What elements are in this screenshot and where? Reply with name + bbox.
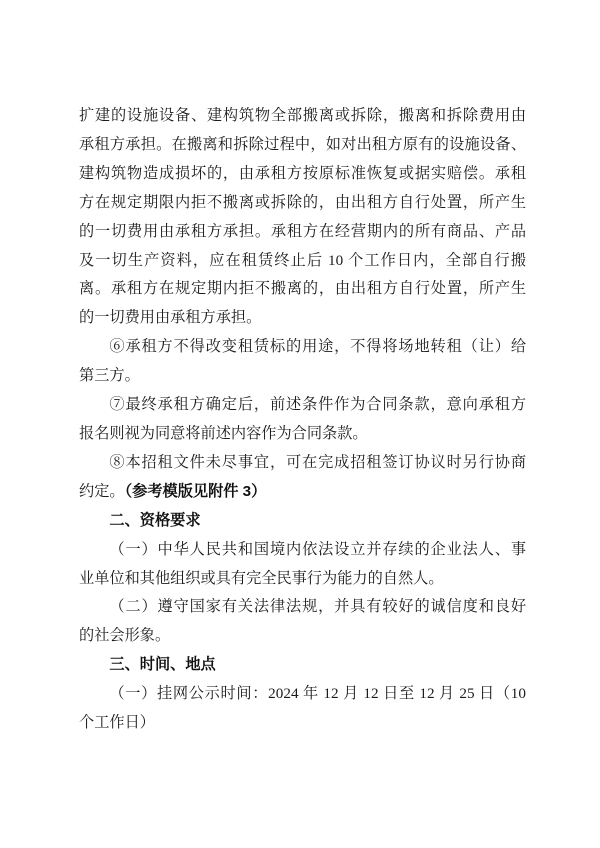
qualification-2-line: 的社会形象。 [79,627,171,645]
clause-8-line: ⑧本招租文件未尽事宜，可在完成招租签订协议时另行协商 [109,453,526,471]
time-1-line: （一）挂网公示时间：2024 年 12 月 12 日至 12 月 25 日（10 [109,685,526,703]
clause-6-line: ⑥承租方不得改变租赁标的用途，不得将场地转租（让）给 [109,338,526,356]
qualification-1-line: （一）中华人民共和国境内依法设立并存续的企业法人、事 [109,540,526,558]
document-text-block [79,102,526,738]
clause-7-line: ⑦最终承租方确定后，前述条件作为合同条款，意向承租方 [109,396,526,414]
paragraph-line: 及一切生产资料，应在租赁终止后 10 个工作日内，全部自行搬 [79,251,526,269]
section-heading-qualifications: 二、资格要求 [109,511,201,529]
section-heading-time-place: 三、时间、地点 [109,656,216,674]
paragraph-line: 离。承租方在规定期内拒不搬离的，由出租方自行处置，所产生 [79,280,526,298]
clause-8-tail-text: 约定。 [79,482,125,500]
paragraph-line: 扩建的设施设备、建构筑物全部搬离或拆除，搬离和拆除费用由 [79,107,526,124]
reference-template-note: （参考模版见附件 3） [124,482,267,500]
paragraph-line: 的一切费用由承租方承担。承租方在经营期内的所有商品、产品 [79,222,526,240]
clause-8-line [79,478,526,507]
paragraph-line: 承租方承担。在搬离和拆除过程中，如对出租方原有的设施设备、 [79,135,526,153]
paragraph-line: 的一切费用由承租方承担。 [79,309,262,327]
paragraph-line: 建构筑物造成损坏的，由承租方按原标准恢复或据实赔偿。承租 [79,164,526,182]
qualification-1-line: 业单位和其他组织或具有完全民事行为能力的自然人。 [79,569,444,587]
time-1-line: 个工作日） [79,714,155,732]
qualification-2-line: （二）遵守国家有关法律法规，并具有较好的诚信度和良好 [109,598,526,616]
clause-7-line: 报名则视为同意将前述内容作为合同条款。 [79,424,368,442]
paragraph-line: 方在规定期限内拒不搬离或拆除的，由出租方自行处置，所产生 [79,193,526,211]
clause-6-line: 第三方。 [79,367,140,385]
